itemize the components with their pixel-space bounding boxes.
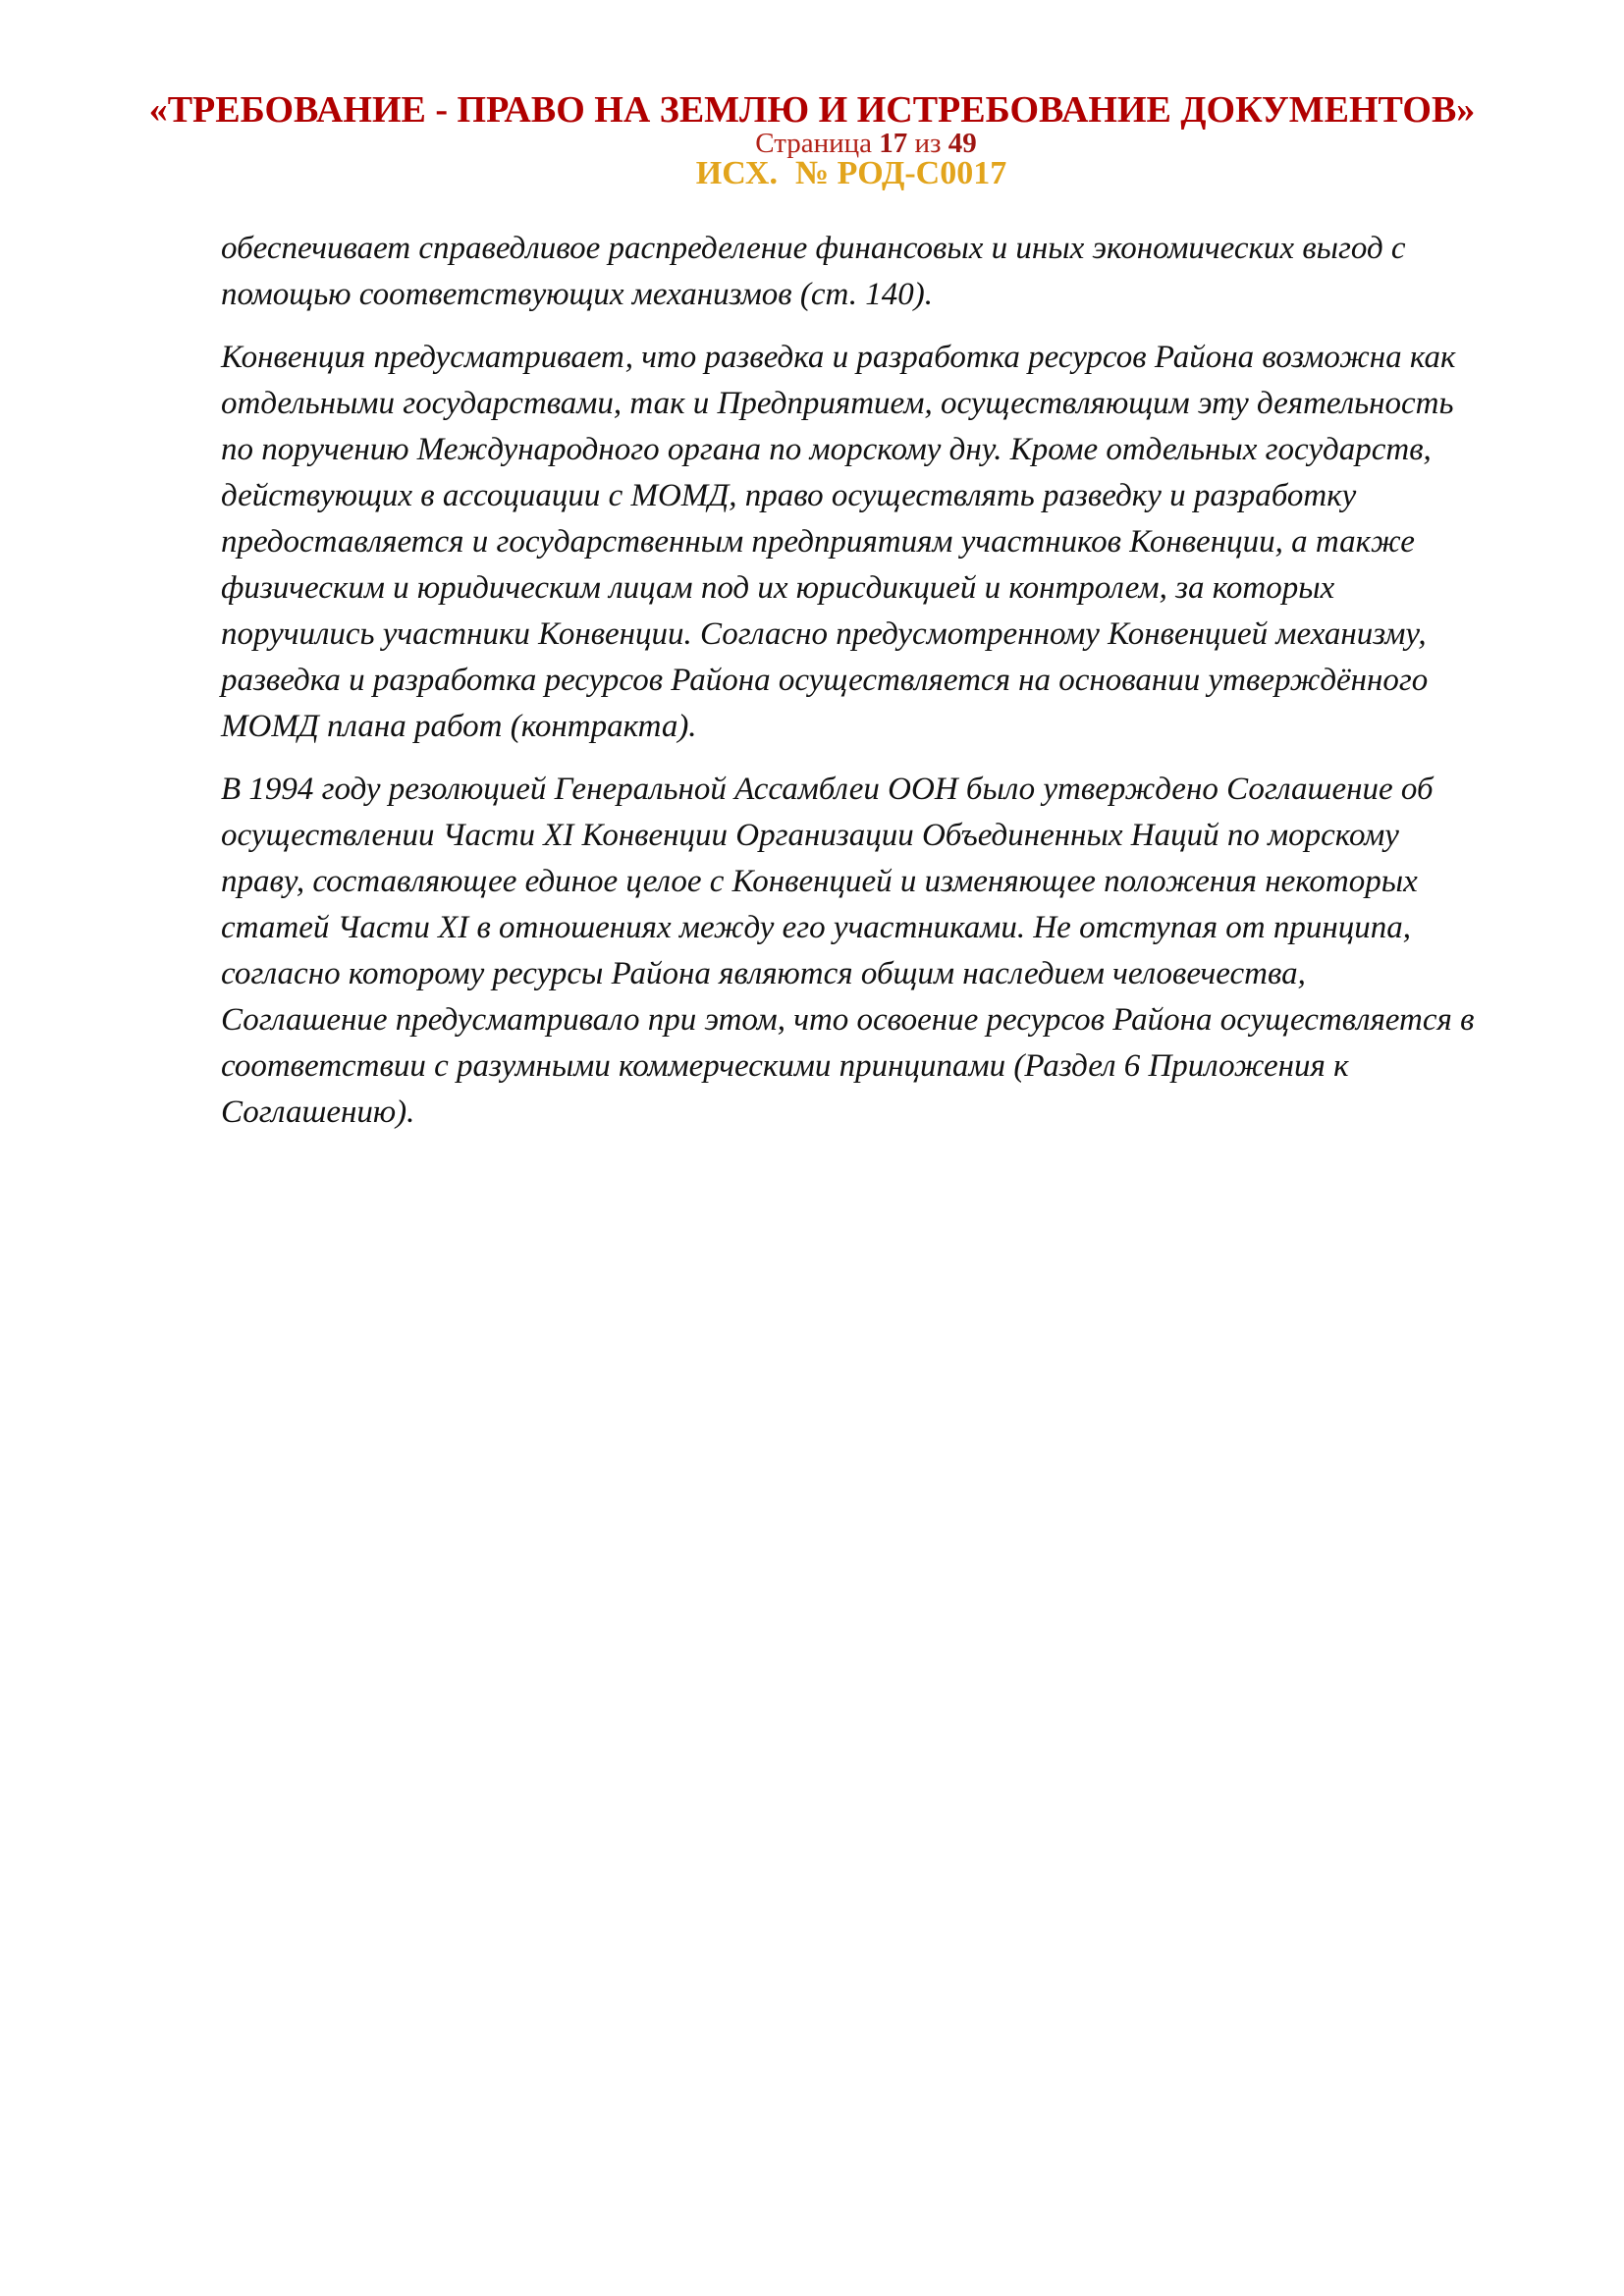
document-title: «ТРЕБОВАНИЕ - ПРАВО НА ЗЕМЛЮ И ИСТРЕБОВАНИЕ ДОКУМЕНТОВ» — [148, 89, 1476, 131]
paragraph-benefits-distribution: обеспечивает справедливое распределение финансовых и иных экономических выгод с помощью соответствующих механизмов (ст. 140). — [221, 231, 1406, 312]
page-total: 49 — [947, 128, 977, 159]
paragraph-convention-exploration: Конвенция предусматривает, что разведка и разработка ресурсов Района возможна как отдельными государствами, так и Предприятием, осуществляющим эту деятельность по поручению Международного органа по морскому дну. Кроме отдельных государств, действующих в ассоциации с МОМД, право осуществлять разведку и разработку предоставляется и государственным предприятиям участников Конвенции, а также физическим и юридическим лицам под их юрисдикцией и контролем, за которых поручились участники Конвенции. Согласно предусмотренному Конвенцией механизму, разведка и разработка ресурсов Района осуществляется на основании утверждённого МОМД плана работ (контракта). — [221, 340, 1456, 744]
ref-label: ИСХ. — [695, 155, 778, 191]
document-body — [221, 226, 1565, 1152]
page-of-label: из — [914, 128, 942, 159]
paragraph-1994-agreement: В 1994 году резолюцией Генеральной Ассамблеи ООН было утверждено Соглашение об осуществлении Части XI Конвенции Организации Объединенных Наций по морскому праву, составляющее единое целое с Конвенцией и изменяющее положения некоторых статей Части XI в отношениях между его участниками. Не отступая от принципа, согласно которому ресурсы Района являются общим наследием человечества, Соглашение предусматривало при этом, что освоение ресурсов Района осуществляется в соответствии с разумными коммерческими принципами (Раздел 6 Приложения к Соглашению). — [221, 772, 1475, 1130]
ref-number: № РОД-С0017 — [794, 155, 1007, 191]
page-label: Страница — [755, 128, 873, 159]
outgoing-ref — [39, 155, 1624, 192]
page-current: 17 — [879, 128, 908, 159]
